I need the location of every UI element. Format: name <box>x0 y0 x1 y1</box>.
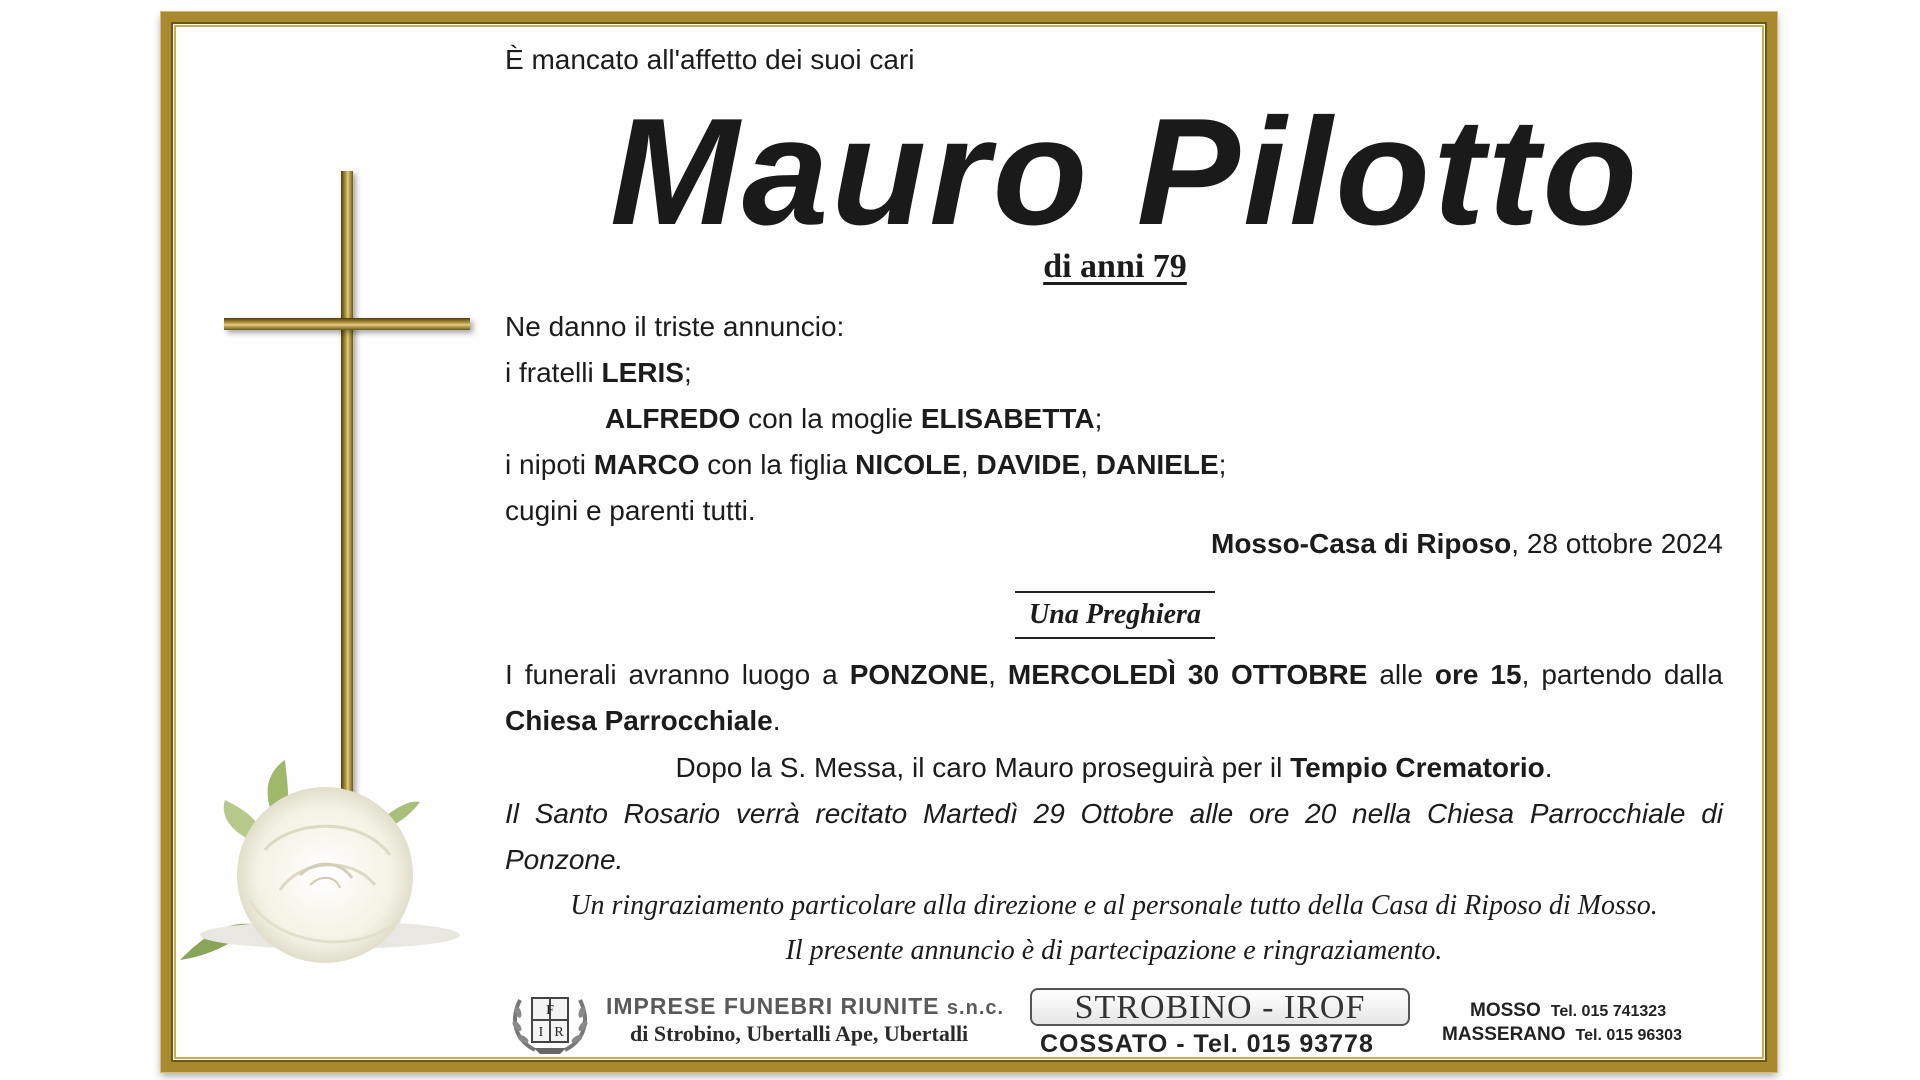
participation-notice: Il presente annuncio è di partecipazione e ringraziamento. <box>785 935 1443 966</box>
deceased-name: Mauro Pilotto <box>610 87 1641 257</box>
mourner-name: ALFREDO <box>605 403 741 434</box>
mourner-name: NICOLE <box>855 449 961 480</box>
brand-badge: STROBINO - IROF <box>1030 988 1410 1026</box>
mourner-name: MARCO <box>593 449 700 480</box>
cossato-phone: COSSATO - Tel. 015 93778 <box>1040 1030 1374 1058</box>
text-segment: , <box>960 449 977 480</box>
mourner-name: DAVIDE <box>976 449 1081 480</box>
mourners-line-relatives: cugini e parenti tutti. <box>505 495 756 526</box>
funeral-details <box>505 652 1723 744</box>
place-and-date <box>1211 528 1723 560</box>
mourner-name: LERIS <box>601 357 684 388</box>
logo-letter-r: R <box>554 1025 564 1040</box>
branch-city: MASSERANO <box>1442 1024 1566 1045</box>
place: Mosso-Casa di Riposo <box>1211 528 1512 559</box>
thanks-note: Un ringraziamento particolare alla direzione e al personale tutto della Casa di Riposo di Mosso. <box>570 890 1658 921</box>
branch-mosso <box>1470 1000 1666 1022</box>
funeral-church: Chiesa Parrocchiale <box>505 705 773 736</box>
mourners-line-alfredo <box>605 403 1102 435</box>
firm-name <box>606 993 1004 1020</box>
cross-horizontal-beam <box>224 318 470 330</box>
text-segment: ; <box>1218 449 1227 480</box>
text-segment: , <box>988 659 1008 690</box>
text-segment: con la moglie <box>740 403 921 434</box>
text-segment: alle <box>1367 659 1435 690</box>
mourner-name: ELISABETTA <box>920 403 1095 434</box>
deceased-age: di anni 79 <box>1043 248 1187 285</box>
branch-phone: Tel. 015 741323 <box>1550 1003 1667 1020</box>
firm-suffix: s.n.c. <box>946 997 1005 1019</box>
prayer-heading: Una Preghiera <box>1015 591 1215 639</box>
text-segment: , partendo dalla <box>1521 659 1723 690</box>
text-segment: con la figlia <box>699 449 856 480</box>
text-segment: ; <box>1094 403 1103 434</box>
funeral-time: ore 15 <box>1434 659 1522 690</box>
mourners-intro: Ne danno il triste annuncio: <box>505 311 845 342</box>
text-segment: . <box>772 705 781 736</box>
text-segment: ; <box>683 357 692 388</box>
mourner-name: DANIELE <box>1095 449 1219 480</box>
text-segment: Dopo la S. Messa, il caro Mauro proseguirà per il <box>675 752 1291 783</box>
funeral-town: PONZONE <box>849 659 989 690</box>
funeral-day: MERCOLEDÌ 30 OTTOBRE <box>1007 659 1368 690</box>
text-segment: i fratelli <box>505 357 602 388</box>
mourners-line-nephews <box>505 449 1226 481</box>
text-segment: . <box>1544 752 1553 783</box>
mourners-line-brothers <box>505 357 692 389</box>
text-segment: I funerali avranno luogo a <box>505 659 850 690</box>
crematorium: Tempio Crematorio <box>1290 752 1545 783</box>
irf-laurel-logo <box>510 990 590 1056</box>
date: , 28 ottobre 2024 <box>1511 528 1723 559</box>
rosary-info: Il Santo Rosario verrà recitato Martedì 29 Ottobre alle ore 20 nella Chiesa Parrocchiale di Ponzone. <box>505 798 1723 875</box>
branch-phone: Tel. 015 96303 <box>1575 1027 1682 1044</box>
branch-masserano <box>1442 1024 1682 1046</box>
after-mass-info <box>505 745 1723 791</box>
white-rose-image <box>180 760 480 1020</box>
text-segment: i nipoti <box>505 449 594 480</box>
logo-letter-i: I <box>538 1025 544 1040</box>
branch-city: MOSSO <box>1470 1000 1541 1021</box>
cross-vertical-beam <box>341 171 353 831</box>
firm-owners: di Strobino, Ubertalli Ape, Ubertalli <box>630 1021 969 1046</box>
firm-title: IMPRESE FUNEBRI RIUNITE <box>606 993 940 1019</box>
text-segment: , <box>1080 449 1096 480</box>
logo-letter-f: F <box>546 1003 554 1018</box>
announcement-lead: È mancato all'affetto dei suoi cari <box>505 44 915 75</box>
